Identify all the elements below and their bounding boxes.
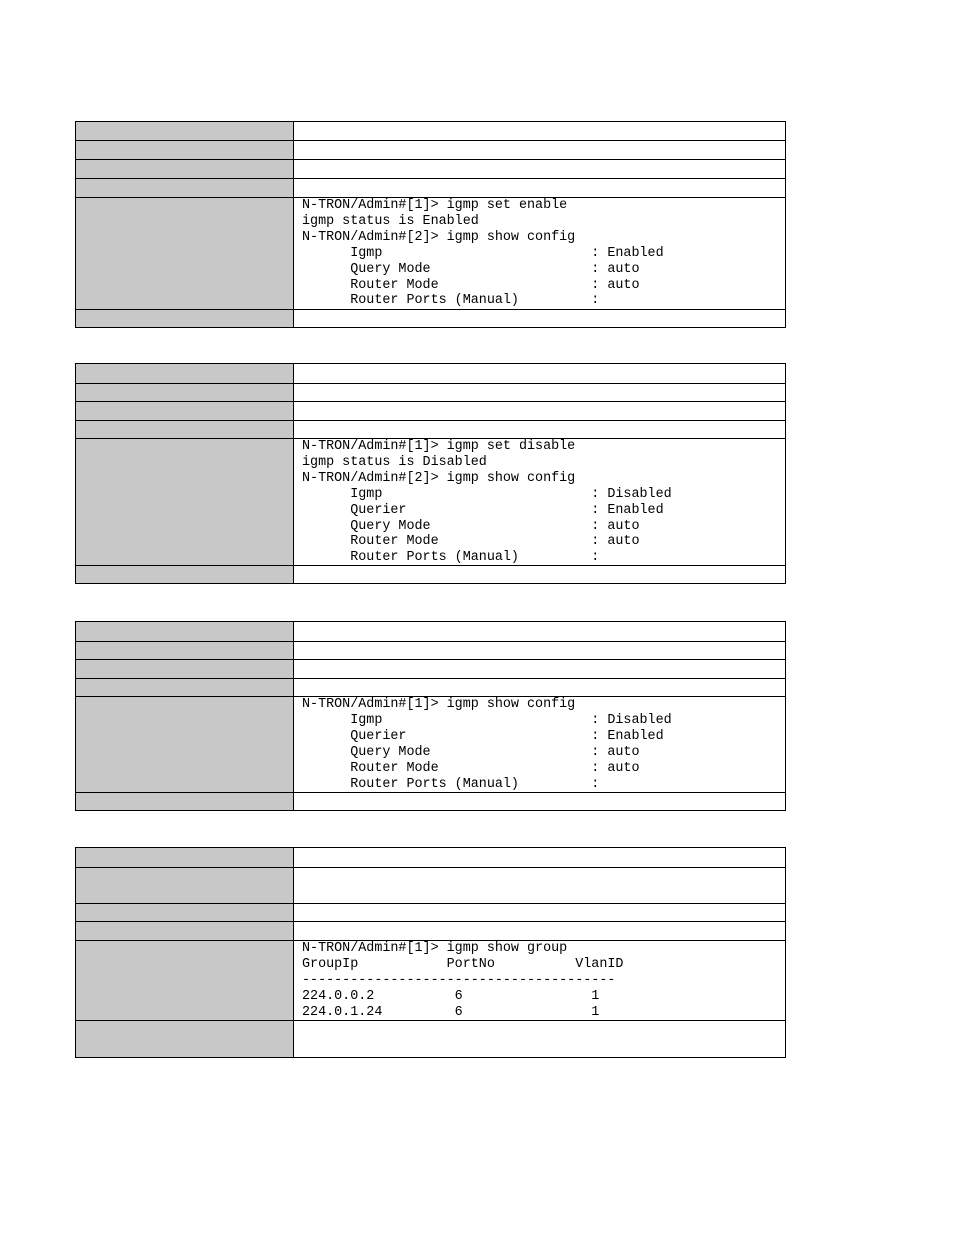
cli-line: 224.0.0.2 6 1 — [302, 988, 600, 1004]
example-output-cell — [294, 697, 785, 792]
cli-line: GroupIp PortNo VlanID — [302, 956, 624, 972]
table-row — [76, 420, 785, 438]
command-table-1 — [75, 121, 786, 328]
row-label-cell — [76, 904, 294, 921]
cli-line: Router Ports (Manual) : — [302, 293, 600, 309]
cli-line: igmp status is Enabled — [302, 213, 479, 229]
row-value-cell — [294, 848, 785, 867]
row-value-cell — [294, 868, 785, 903]
table-row — [76, 565, 785, 583]
cli-line: Igmp : Disabled — [302, 712, 672, 728]
cli-line: Querier : Enabled — [302, 728, 664, 744]
row-label-cell — [76, 848, 294, 867]
row-value-cell — [294, 179, 785, 197]
example-output-cell — [294, 198, 785, 309]
row-value-cell — [294, 922, 785, 940]
cli-output — [302, 941, 785, 1021]
table-row — [76, 364, 785, 383]
cli-line: Router Mode : auto — [302, 760, 640, 776]
cli-line: Query Mode : auto — [302, 261, 640, 277]
cli-line: Router Ports (Manual) : — [302, 776, 600, 792]
table-row — [76, 309, 785, 327]
row-value-cell — [294, 642, 785, 659]
table-row — [76, 140, 785, 159]
table-row — [76, 903, 785, 921]
row-value-cell — [294, 1021, 785, 1057]
cli-line: N-TRON/Admin#[1]> igmp set enable — [302, 198, 568, 213]
row-label-cell — [76, 1021, 294, 1057]
row-label-cell — [76, 679, 294, 696]
example-row — [76, 696, 785, 792]
row-value-cell — [294, 421, 785, 438]
cli-line: N-TRON/Admin#[2]> igmp show config — [302, 229, 576, 245]
cli-line: Igmp : Disabled — [302, 486, 672, 502]
table-row — [76, 622, 785, 641]
cli-line: N-TRON/Admin#[1]> igmp show group — [302, 941, 568, 956]
table-row — [76, 401, 785, 420]
example-row — [76, 197, 785, 309]
table-row — [76, 383, 785, 401]
row-label-cell — [76, 122, 294, 140]
row-label-cell — [76, 793, 294, 810]
table-row — [76, 867, 785, 903]
row-label-cell — [76, 660, 294, 678]
row-label-cell — [76, 642, 294, 659]
row-value-cell — [294, 904, 785, 921]
cli-line: Querier : Enabled — [302, 502, 664, 518]
cli-line: N-TRON/Admin#[1]> igmp show config — [302, 697, 576, 712]
row-label-cell — [76, 439, 294, 565]
row-value-cell — [294, 660, 785, 678]
row-value-cell — [294, 793, 785, 810]
row-value-cell — [294, 141, 785, 159]
row-label-cell — [76, 402, 294, 420]
cli-line: N-TRON/Admin#[1]> igmp set disable — [302, 439, 576, 454]
table-row — [76, 1020, 785, 1057]
row-label-cell — [76, 141, 294, 159]
row-label-cell — [76, 922, 294, 940]
row-value-cell — [294, 122, 785, 140]
table-row — [76, 159, 785, 178]
row-label-cell — [76, 198, 294, 309]
cli-output — [302, 439, 785, 566]
row-label-cell — [76, 868, 294, 903]
cli-output — [302, 697, 785, 792]
row-value-cell — [294, 679, 785, 696]
command-table-3 — [75, 621, 786, 811]
table-row — [76, 792, 785, 810]
cli-output — [302, 198, 785, 309]
row-label-cell — [76, 179, 294, 197]
cli-line: igmp status is Disabled — [302, 454, 487, 470]
row-label-cell — [76, 566, 294, 583]
row-value-cell — [294, 384, 785, 401]
cli-line: --------------------------------------- — [302, 972, 616, 988]
cli-line: Igmp : Enabled — [302, 245, 664, 261]
table-row — [76, 641, 785, 659]
row-label-cell — [76, 160, 294, 178]
cli-line: Query Mode : auto — [302, 744, 640, 760]
cli-line: Query Mode : auto — [302, 518, 640, 534]
cli-line: 224.0.1.24 6 1 — [302, 1004, 600, 1020]
row-label-cell — [76, 364, 294, 383]
table-row — [76, 678, 785, 696]
row-label-cell — [76, 622, 294, 641]
table-row — [76, 848, 785, 867]
example-row — [76, 438, 785, 565]
cli-line: N-TRON/Admin#[2]> igmp show config — [302, 470, 576, 486]
row-value-cell — [294, 622, 785, 641]
row-label-cell — [76, 941, 294, 1020]
cli-line: Router Ports (Manual) : — [302, 550, 600, 566]
row-value-cell — [294, 160, 785, 178]
cli-line: Router Mode : auto — [302, 277, 640, 293]
example-output-cell — [294, 439, 785, 565]
table-row — [76, 921, 785, 940]
example-output-cell — [294, 941, 785, 1020]
table-row — [76, 178, 785, 197]
row-label-cell — [76, 310, 294, 327]
table-row — [76, 122, 785, 140]
table-row — [76, 659, 785, 678]
row-value-cell — [294, 566, 785, 583]
row-label-cell — [76, 697, 294, 792]
row-value-cell — [294, 310, 785, 327]
command-table-4 — [75, 847, 786, 1058]
example-row — [76, 940, 785, 1020]
row-value-cell — [294, 364, 785, 383]
command-table-2 — [75, 363, 786, 584]
cli-line: Router Mode : auto — [302, 534, 640, 550]
row-label-cell — [76, 421, 294, 438]
row-value-cell — [294, 402, 785, 420]
row-label-cell — [76, 384, 294, 401]
